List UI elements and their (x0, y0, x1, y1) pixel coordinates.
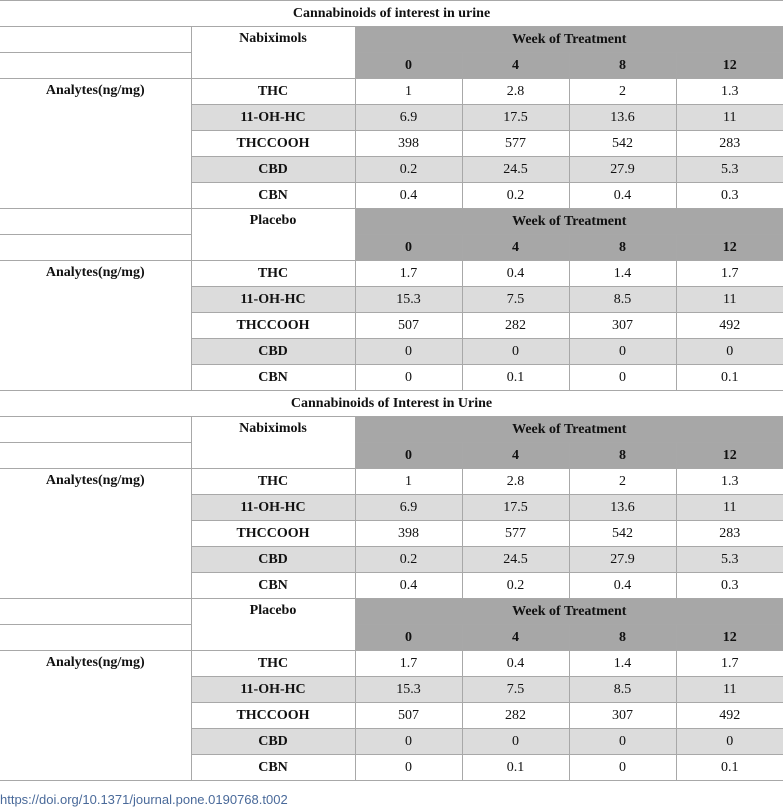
value-cell: 492 (676, 703, 783, 729)
week-number: 12 (676, 625, 783, 651)
value-cell: 2.8 (462, 469, 569, 495)
analyte-name: THCCOOH (191, 521, 355, 547)
value-cell: 2 (569, 469, 676, 495)
week-number: 8 (569, 625, 676, 651)
week-number: 4 (462, 443, 569, 469)
value-cell: 577 (462, 131, 569, 157)
group-label: Placebo (191, 599, 355, 651)
value-cell: 0.4 (569, 573, 676, 599)
value-cell: 0 (569, 729, 676, 755)
group-header-row (0, 417, 783, 443)
value-cell: 492 (676, 313, 783, 339)
value-cell: 542 (569, 131, 676, 157)
value-cell: 0.4 (462, 261, 569, 287)
row-group-label: Analytes(ng/mg) (0, 79, 191, 209)
analyte-name: CBN (191, 183, 355, 209)
value-cell: 1 (355, 79, 462, 105)
value-cell: 0.4 (355, 573, 462, 599)
value-cell: 0 (355, 755, 462, 781)
week-number: 4 (462, 235, 569, 261)
week-number-row (0, 625, 783, 651)
value-cell: 24.5 (462, 157, 569, 183)
week-number: 8 (569, 235, 676, 261)
value-cell: 0 (569, 365, 676, 391)
value-cell: 0.3 (676, 573, 783, 599)
week-number: 8 (569, 443, 676, 469)
value-cell: 307 (569, 313, 676, 339)
blank-cell (0, 53, 191, 79)
value-cell: 282 (462, 313, 569, 339)
analyte-name: CBN (191, 573, 355, 599)
analyte-name: THCCOOH (191, 703, 355, 729)
value-cell: 283 (676, 521, 783, 547)
value-cell: 0 (676, 339, 783, 365)
value-cell: 507 (355, 313, 462, 339)
week-header: Week of Treatment (355, 209, 783, 235)
week-number: 4 (462, 625, 569, 651)
value-cell: 8.5 (569, 287, 676, 313)
week-number: 12 (676, 235, 783, 261)
week-number: 8 (569, 53, 676, 79)
value-cell: 2.8 (462, 79, 569, 105)
analyte-name: 11-OH-HC (191, 287, 355, 313)
analyte-name: CBN (191, 755, 355, 781)
value-cell: 11 (676, 677, 783, 703)
week-number: 12 (676, 443, 783, 469)
week-number-row (0, 235, 783, 261)
blank-cell (0, 443, 191, 469)
value-cell: 507 (355, 703, 462, 729)
row-group-label: Analytes(ng/mg) (0, 469, 191, 599)
week-number: 12 (676, 53, 783, 79)
blank-cell (0, 599, 191, 625)
week-number: 0 (355, 443, 462, 469)
value-cell: 1.3 (676, 469, 783, 495)
value-cell: 1.4 (569, 651, 676, 677)
value-cell: 5.3 (676, 547, 783, 573)
value-cell: 11 (676, 105, 783, 131)
value-cell: 8.5 (569, 677, 676, 703)
section-title-row (0, 1, 783, 27)
value-cell: 0.2 (355, 157, 462, 183)
blank-cell (0, 209, 191, 235)
value-cell: 0 (462, 339, 569, 365)
value-cell: 1.7 (676, 261, 783, 287)
week-number-row (0, 53, 783, 79)
value-cell: 27.9 (569, 547, 676, 573)
value-cell: 13.6 (569, 495, 676, 521)
value-cell: 0.4 (355, 183, 462, 209)
value-cell: 398 (355, 521, 462, 547)
value-cell: 15.3 (355, 287, 462, 313)
value-cell: 0 (676, 729, 783, 755)
value-cell: 0.3 (676, 183, 783, 209)
value-cell: 13.6 (569, 105, 676, 131)
week-header: Week of Treatment (355, 599, 783, 625)
analyte-name: THC (191, 469, 355, 495)
analyte-name: THC (191, 261, 355, 287)
value-cell: 6.9 (355, 495, 462, 521)
value-cell: 2 (569, 79, 676, 105)
week-number: 0 (355, 235, 462, 261)
value-cell: 1.7 (355, 651, 462, 677)
week-number-row (0, 443, 783, 469)
value-cell: 0.2 (462, 183, 569, 209)
value-cell: 282 (462, 703, 569, 729)
week-number: 0 (355, 625, 462, 651)
value-cell: 0.1 (676, 755, 783, 781)
value-cell: 5.3 (676, 157, 783, 183)
analyte-name: 11-OH-HC (191, 495, 355, 521)
value-cell: 24.5 (462, 547, 569, 573)
analyte-name: THCCOOH (191, 313, 355, 339)
analyte-name: CBD (191, 729, 355, 755)
value-cell: 17.5 (462, 105, 569, 131)
group-header-row (0, 599, 783, 625)
value-cell: 1.4 (569, 261, 676, 287)
table-row (0, 469, 783, 495)
value-cell: 0 (355, 729, 462, 755)
table-row (0, 261, 783, 287)
group-label: Placebo (191, 209, 355, 261)
group-label: Nabiximols (191, 417, 355, 469)
value-cell: 0.4 (462, 651, 569, 677)
week-header: Week of Treatment (355, 27, 783, 53)
analyte-name: THCCOOH (191, 131, 355, 157)
value-cell: 1 (355, 469, 462, 495)
analyte-name: 11-OH-HC (191, 677, 355, 703)
analyte-name: CBD (191, 547, 355, 573)
group-header-row (0, 209, 783, 235)
value-cell: 1.7 (355, 261, 462, 287)
analyte-name: CBN (191, 365, 355, 391)
value-cell: 0.1 (462, 365, 569, 391)
value-cell: 27.9 (569, 157, 676, 183)
value-cell: 6.9 (355, 105, 462, 131)
week-number: 0 (355, 53, 462, 79)
value-cell: 11 (676, 495, 783, 521)
section-title-row (0, 391, 783, 417)
table-body (0, 1, 783, 781)
analyte-name: CBD (191, 339, 355, 365)
group-header-row (0, 27, 783, 53)
week-header: Week of Treatment (355, 417, 783, 443)
blank-cell (0, 235, 191, 261)
analyte-name: THC (191, 651, 355, 677)
analyte-name: THC (191, 79, 355, 105)
value-cell: 0 (355, 339, 462, 365)
value-cell: 283 (676, 131, 783, 157)
table-row (0, 651, 783, 677)
group-label: Nabiximols (191, 27, 355, 79)
week-number: 4 (462, 53, 569, 79)
value-cell: 1.7 (676, 651, 783, 677)
section-title: Cannabinoids of interest in urine (0, 1, 783, 27)
value-cell: 0 (569, 339, 676, 365)
value-cell: 7.5 (462, 677, 569, 703)
value-cell: 15.3 (355, 677, 462, 703)
value-cell: 1.3 (676, 79, 783, 105)
value-cell: 0.4 (569, 183, 676, 209)
blank-cell (0, 625, 191, 651)
value-cell: 7.5 (462, 287, 569, 313)
row-group-label: Analytes(ng/mg) (0, 651, 191, 781)
value-cell: 0.1 (462, 755, 569, 781)
analyte-name: CBD (191, 157, 355, 183)
blank-cell (0, 417, 191, 443)
section-title: Cannabinoids of Interest in Urine (0, 391, 783, 417)
value-cell: 398 (355, 131, 462, 157)
doi-link[interactable]: https://doi.org/10.1371/journal.pone.0190768.t002 (0, 792, 288, 807)
value-cell: 307 (569, 703, 676, 729)
analyte-name: 11-OH-HC (191, 105, 355, 131)
value-cell: 577 (462, 521, 569, 547)
value-cell: 0.2 (355, 547, 462, 573)
value-cell: 0 (355, 365, 462, 391)
blank-cell (0, 27, 191, 53)
row-group-label: Analytes(ng/mg) (0, 261, 191, 391)
value-cell: 542 (569, 521, 676, 547)
value-cell: 0 (569, 755, 676, 781)
table-row (0, 79, 783, 105)
value-cell: 0.2 (462, 573, 569, 599)
value-cell: 11 (676, 287, 783, 313)
value-cell: 0.1 (676, 365, 783, 391)
value-cell: 0 (462, 729, 569, 755)
value-cell: 17.5 (462, 495, 569, 521)
